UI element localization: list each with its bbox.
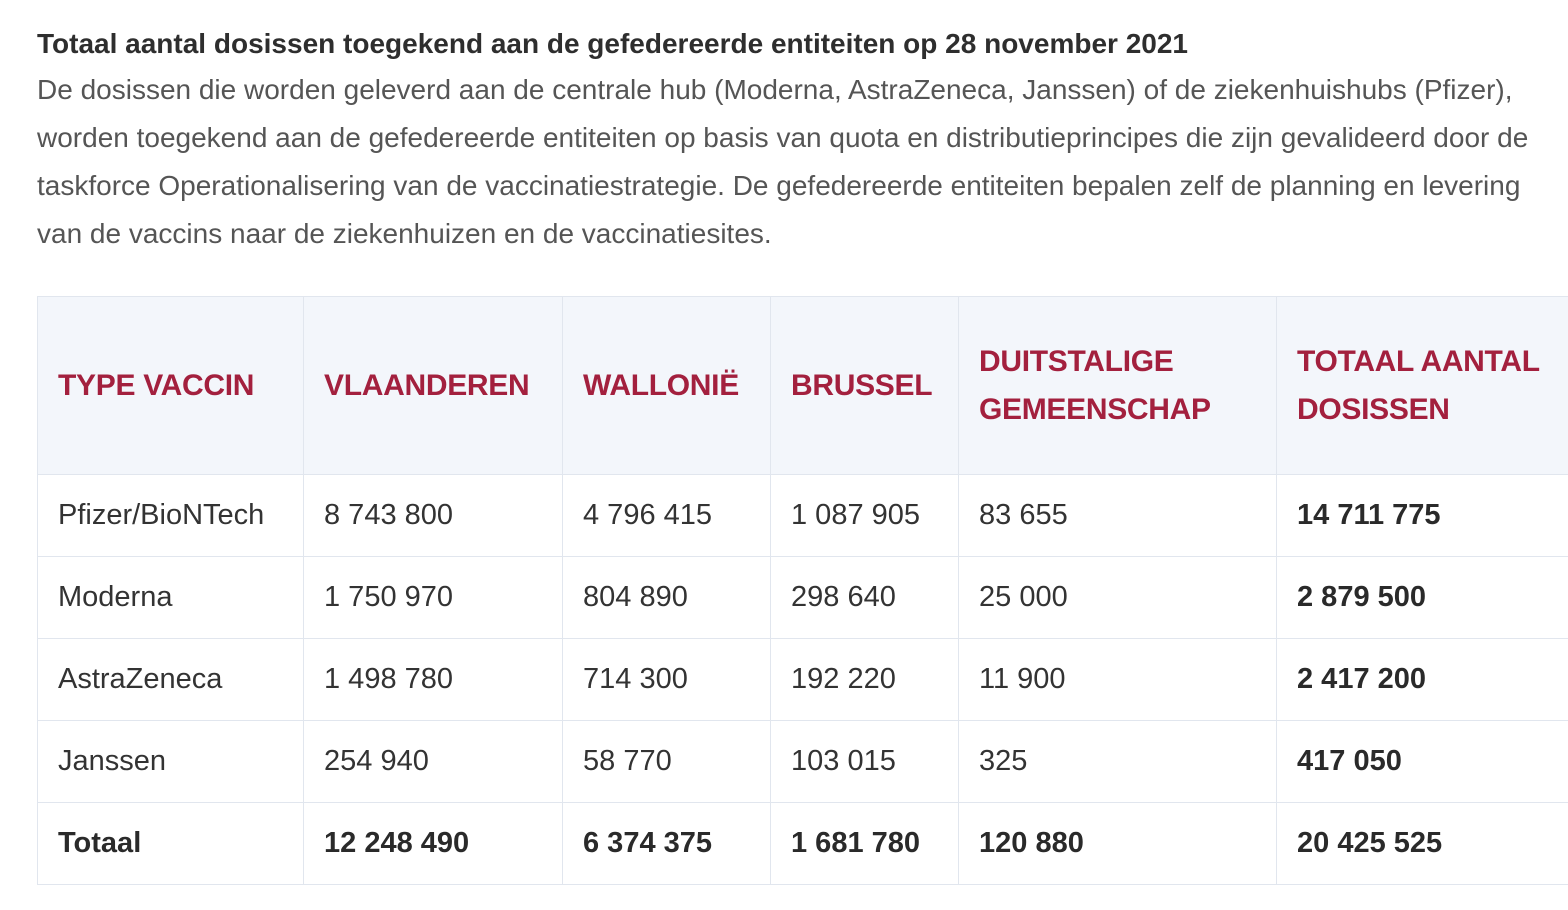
cell-duitstalige-gemeenschap: 25 000 xyxy=(959,557,1277,639)
article-section xyxy=(37,22,1568,258)
table-total-row xyxy=(38,803,1568,885)
header-brussel: BRUSSEL xyxy=(771,297,959,475)
cell-row-total: 2 879 500 xyxy=(1277,557,1568,639)
header-wallonie: WALLONIË xyxy=(563,297,771,475)
cell-total-duitstalige-gemeenschap: 120 880 xyxy=(959,803,1277,885)
cell-total-vlaanderen: 12 248 490 xyxy=(304,803,563,885)
cell-brussel: 1 087 905 xyxy=(771,475,959,557)
cell-duitstalige-gemeenschap: 11 900 xyxy=(959,639,1277,721)
table-row xyxy=(38,475,1568,557)
intro-paragraph: De dosissen die worden geleverd aan de centrale hub (Moderna, AstraZeneca, Janssen) of de ziekenhuishubs (Pfizer), worden toegekend aan de gefedereerde entiteiten op basis van quota en distributieprincipes die zijn gevalideerd door de taskforce Operationalisering van de vaccinatiestrategie. De gefedereerde entiteiten bepalen zelf de planning en levering van de vaccins naar de ziekenhuizen en de vaccinatiesites. xyxy=(37,74,1529,249)
cell-duitstalige-gemeenschap: 325 xyxy=(959,721,1277,803)
cell-wallonie: 804 890 xyxy=(563,557,771,639)
table-container xyxy=(37,296,1568,886)
cell-total-brussel: 1 681 780 xyxy=(771,803,959,885)
cell-row-total: 14 711 775 xyxy=(1277,475,1568,557)
cell-row-total: 417 050 xyxy=(1277,721,1568,803)
cell-vlaanderen: 1 750 970 xyxy=(304,557,563,639)
cell-grand-total: 20 425 525 xyxy=(1277,803,1568,885)
cell-wallonie: 58 770 xyxy=(563,721,771,803)
cell-vaccine-name: Pfizer/BioNTech xyxy=(38,475,304,557)
cell-row-total: 2 417 200 xyxy=(1277,639,1568,721)
cell-vaccine-name: Janssen xyxy=(38,721,304,803)
cell-vlaanderen: 8 743 800 xyxy=(304,475,563,557)
cell-total-wallonie: 6 374 375 xyxy=(563,803,771,885)
cell-wallonie: 714 300 xyxy=(563,639,771,721)
cell-vaccine-name: AstraZeneca xyxy=(38,639,304,721)
cell-total-label: Totaal xyxy=(38,803,304,885)
cell-brussel: 103 015 xyxy=(771,721,959,803)
table-row xyxy=(38,721,1568,803)
table-row xyxy=(38,639,1568,721)
cell-vlaanderen: 1 498 780 xyxy=(304,639,563,721)
doses-table xyxy=(37,296,1568,885)
table-header-row xyxy=(38,297,1568,475)
cell-vaccine-name: Moderna xyxy=(38,557,304,639)
header-vlaanderen: VLAANDEREN xyxy=(304,297,563,475)
cell-brussel: 192 220 xyxy=(771,639,959,721)
section-title: Totaal aantal dosissen toegekend aan de gefedereerde entiteiten op 28 november 2021 xyxy=(37,28,1188,59)
cell-vlaanderen: 254 940 xyxy=(304,721,563,803)
cell-wallonie: 4 796 415 xyxy=(563,475,771,557)
cell-duitstalige-gemeenschap: 83 655 xyxy=(959,475,1277,557)
table-row xyxy=(38,557,1568,639)
cell-brussel: 298 640 xyxy=(771,557,959,639)
header-duitstalige-gemeenschap: DUITSTALIGE GEMEENSCHAP xyxy=(959,297,1277,475)
header-totaal-aantal-dosissen: TOTAAL AANTAL DOSISSEN xyxy=(1277,297,1568,475)
header-type-vaccin: TYPE VACCIN xyxy=(38,297,304,475)
